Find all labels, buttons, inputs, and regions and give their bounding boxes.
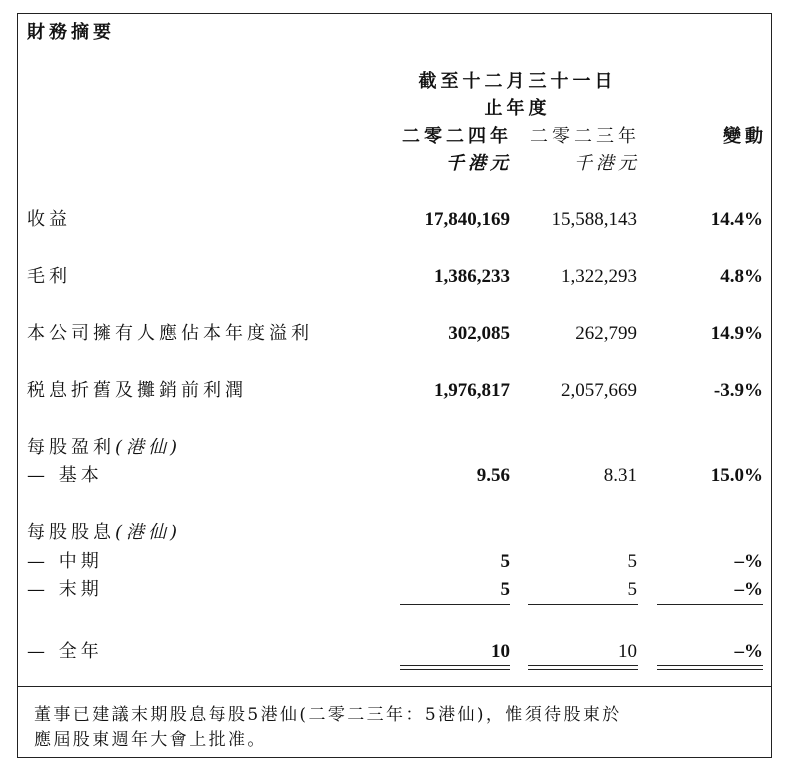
dividend-note-line1: 董事已建議末期股息每股5港仙(二零二三年：5港仙)，惟須待股東於 (34, 705, 622, 725)
row-ebitda-2024: 1,976,817 (434, 380, 510, 401)
dps-final-label: — 末期 (27, 579, 103, 600)
header-year-2023: 二零二三年 (530, 126, 640, 147)
dps-interim-change: –% (734, 551, 763, 572)
dps-interim-2024: 5 (500, 551, 510, 572)
row-label-gross-profit: 毛利 (27, 266, 71, 287)
dps-heading (27, 522, 181, 544)
period-line1: 截至十二月三十一日 (418, 71, 617, 92)
row-gross-profit-change: 4.8% (720, 266, 763, 287)
header-unit-2023: 千港元 (574, 153, 640, 174)
total-line-2024-b (400, 669, 510, 670)
section-title: 財務摘要 (27, 22, 115, 43)
eps-basic-2024: 9.56 (476, 465, 510, 486)
dps-heading-text: 每股股息 (27, 522, 115, 543)
row-gross-profit-2024: 1,386,233 (434, 266, 510, 287)
note-divider (17, 686, 772, 687)
total-line-change-b (657, 669, 763, 670)
dividend-note-line2: 應屆股東週年大會上批准。 (34, 730, 267, 750)
dps-unit: (港仙) (115, 522, 182, 543)
row-label-revenue: 收益 (27, 209, 71, 230)
row-label-ebitda: 税息折舊及攤銷前利潤 (27, 380, 247, 401)
total-line-2024-a (400, 665, 510, 666)
subtotal-line-2024 (400, 604, 510, 605)
dps-full-2024: 10 (491, 641, 510, 662)
row-profit-attributable-change: 14.9% (710, 323, 763, 344)
total-line-change-a (657, 665, 763, 666)
dps-final-2024: 5 (500, 579, 510, 600)
row-gross-profit-2023: 1,322,293 (561, 266, 637, 287)
row-ebitda-change: -3.9% (713, 380, 763, 401)
total-line-2023-b (528, 669, 638, 670)
dps-final-2023: 5 (627, 579, 637, 600)
dps-full-change: –% (734, 641, 763, 662)
dps-full-label: — 全年 (27, 641, 103, 662)
row-revenue-2024: 17,840,169 (424, 209, 510, 230)
eps-heading-text: 每股盈利 (27, 437, 115, 458)
eps-basic-change: 15.0% (710, 465, 763, 486)
period-line2: 止年度 (484, 98, 551, 119)
eps-heading (27, 437, 181, 459)
subtotal-line-2023 (528, 604, 638, 605)
eps-unit: (港仙) (115, 437, 182, 458)
row-revenue-2023: 15,588,143 (551, 209, 637, 230)
dps-final-change: –% (734, 579, 763, 600)
row-label-profit-attributable: 本公司擁有人應佔本年度溢利 (27, 323, 313, 344)
row-revenue-change: 14.4% (710, 209, 763, 230)
header-year-2024: 二零二四年 (402, 126, 512, 147)
subtotal-line-change (657, 604, 763, 605)
row-ebitda-2023: 2,057,669 (561, 380, 637, 401)
header-unit-2024: 千港元 (446, 153, 512, 174)
dps-interim-2023: 5 (627, 551, 637, 572)
eps-basic-2023: 8.31 (603, 465, 637, 486)
total-line-2023-a (528, 665, 638, 666)
eps-basic-label: — 基本 (27, 465, 103, 486)
row-profit-attributable-2024: 302,085 (448, 323, 510, 344)
header-change: 變動 (723, 126, 767, 147)
dps-interim-label: — 中期 (27, 551, 103, 572)
dps-full-2023: 10 (618, 641, 637, 662)
row-profit-attributable-2023: 262,799 (575, 323, 637, 344)
